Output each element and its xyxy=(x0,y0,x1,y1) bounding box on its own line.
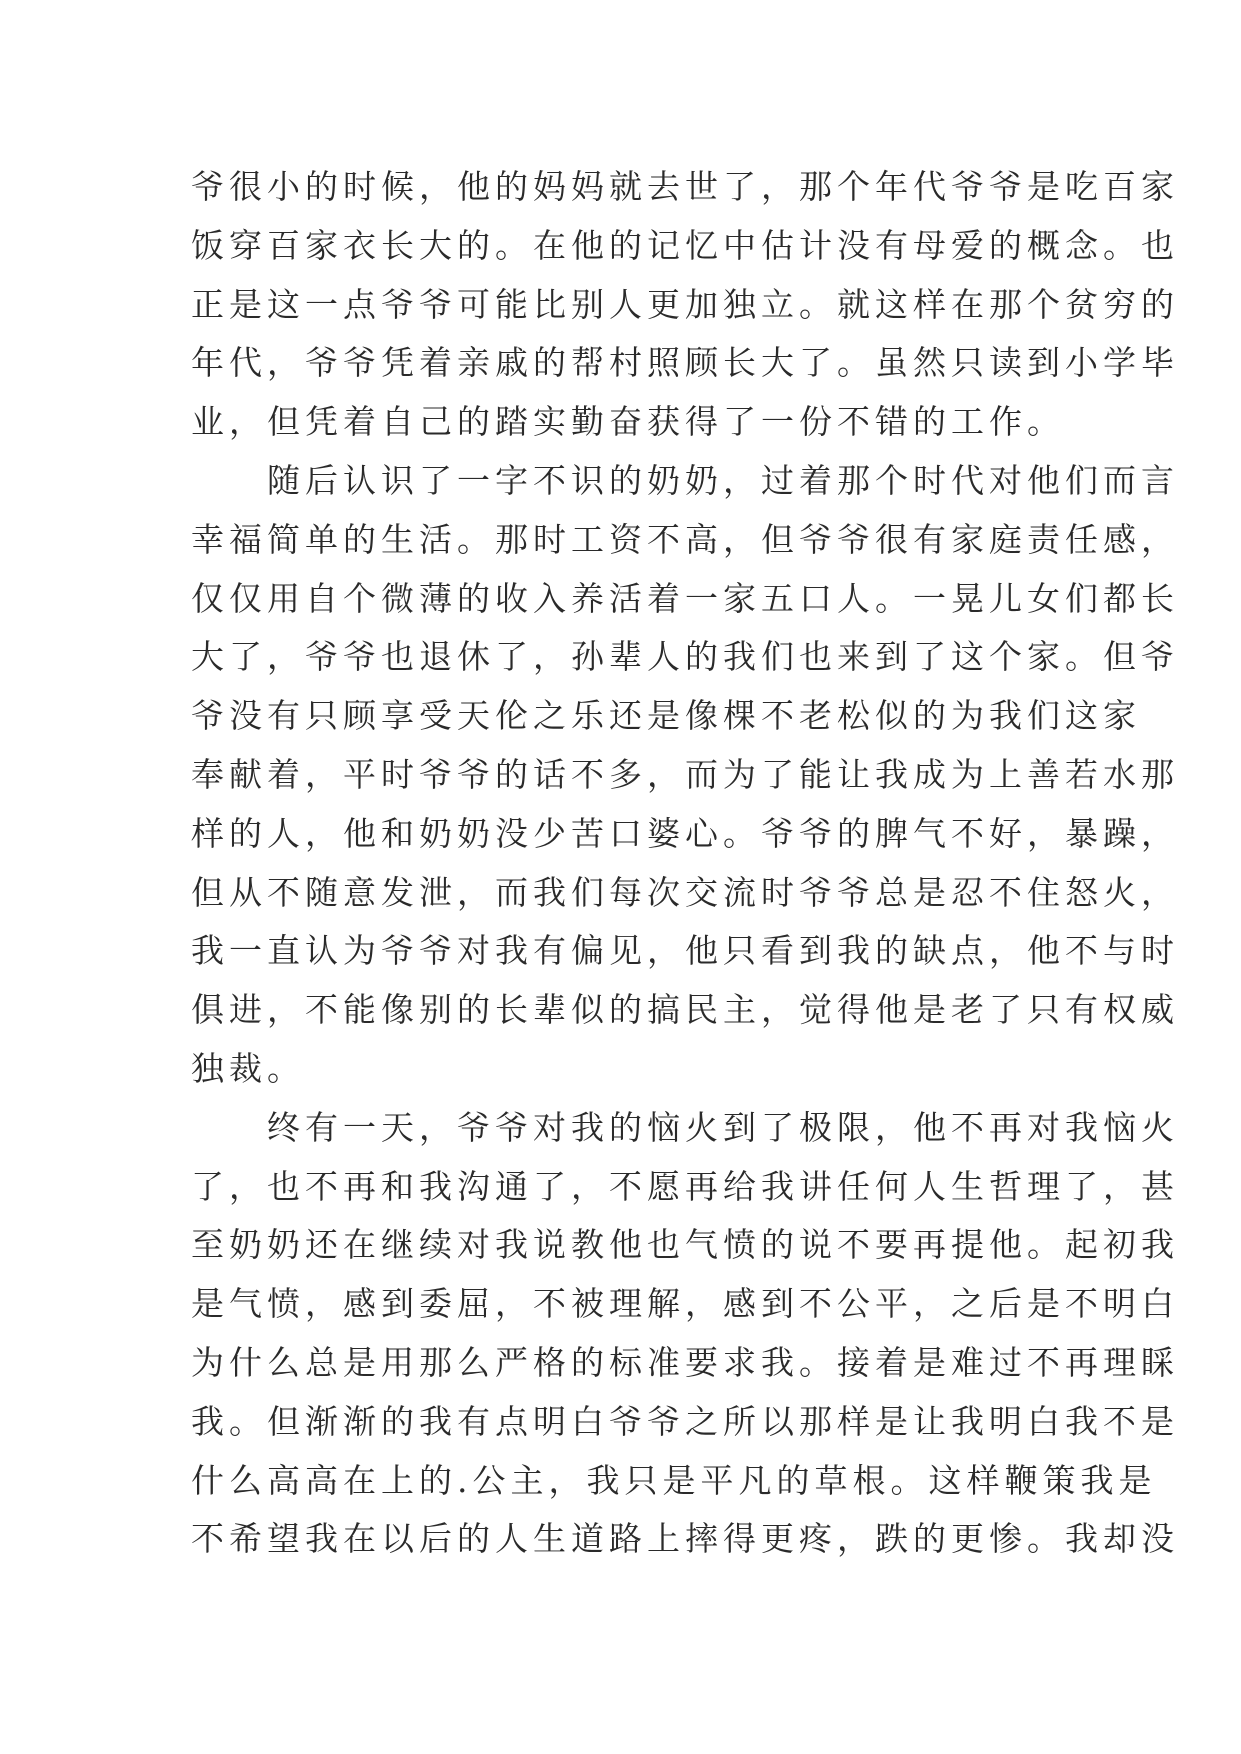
text-line: 奉献着，平时爷爷的话不多，而为了能让我成为上善若水那 xyxy=(191,754,1179,794)
text-line: 正是这一点爷爷可能比别人更加独立。就这样在那个贫穷的 xyxy=(191,284,1179,324)
text-line: 大了，爷爷也退休了，孙辈人的我们也来到了这个家。但爷 xyxy=(191,637,1179,677)
text-line: 至奶奶还在继续对我说教他也气愤的说不要再提他。起初我 xyxy=(191,1225,1179,1265)
text-line: 仅仅用自个微薄的收入养活着一家五口人。一晃儿女们都长 xyxy=(191,578,1179,618)
body-text xyxy=(191,158,1179,1569)
text-line: 年代，爷爷凭着亲戚的帮村照顾长大了。虽然只读到小学毕 xyxy=(191,343,1179,383)
text-line: 俱进，不能像别的长辈似的搞民主，觉得他是老了只有权威 xyxy=(191,990,1179,1030)
text-line: 随后认识了一字不识的奶奶，过着那个时代对他们而言 xyxy=(191,460,1179,500)
text-line: 了，也不再和我沟通了，不愿再给我讲任何人生哲理了，甚 xyxy=(191,1166,1179,1206)
text-line: 什么高高在上的.公主，我只是平凡的草根。这样鞭策我是 xyxy=(191,1460,1157,1500)
text-line: 样的人，他和奶奶没少苦口婆心。爷爷的脾气不好，暴躁， xyxy=(191,813,1179,853)
text-line: 我。但渐渐的我有点明白爷爷之所以那样是让我明白我不是 xyxy=(191,1401,1179,1441)
text-line: 幸福简单的生活。那时工资不高，但爷爷很有家庭责任感， xyxy=(191,519,1179,559)
text-line: 但从不随意发泄，而我们每次交流时爷爷总是忍不住怒火， xyxy=(191,872,1179,912)
text-line: 爷没有只顾享受天伦之乐还是像棵不老松似的为我们这家 xyxy=(191,696,1141,736)
text-line: 是气愤，感到委屈，不被理解，感到不公平，之后是不明白 xyxy=(191,1284,1179,1324)
text-line: 为什么总是用那么严格的标准要求我。接着是难过不再理睬 xyxy=(191,1342,1179,1382)
text-line: 终有一天，爷爷对我的恼火到了极限，他不再对我恼火 xyxy=(191,1107,1179,1147)
text-line: 业，但凭着自己的踏实勤奋获得了一份不错的工作。 xyxy=(191,402,1065,442)
text-line: 独裁。 xyxy=(191,1048,305,1088)
text-line: 我一直认为爷爷对我有偏见，他只看到我的缺点，他不与时 xyxy=(191,931,1179,971)
text-line: 爷很小的时候，他的妈妈就去世了，那个年代爷爷是吃百家 xyxy=(191,167,1179,206)
text-line: 不希望我在以后的人生道路上摔得更疼，跌的更惨。我却没 xyxy=(191,1519,1179,1559)
text-line: 饭穿百家衣长大的。在他的记忆中估计没有母爱的概念。也 xyxy=(191,225,1179,265)
